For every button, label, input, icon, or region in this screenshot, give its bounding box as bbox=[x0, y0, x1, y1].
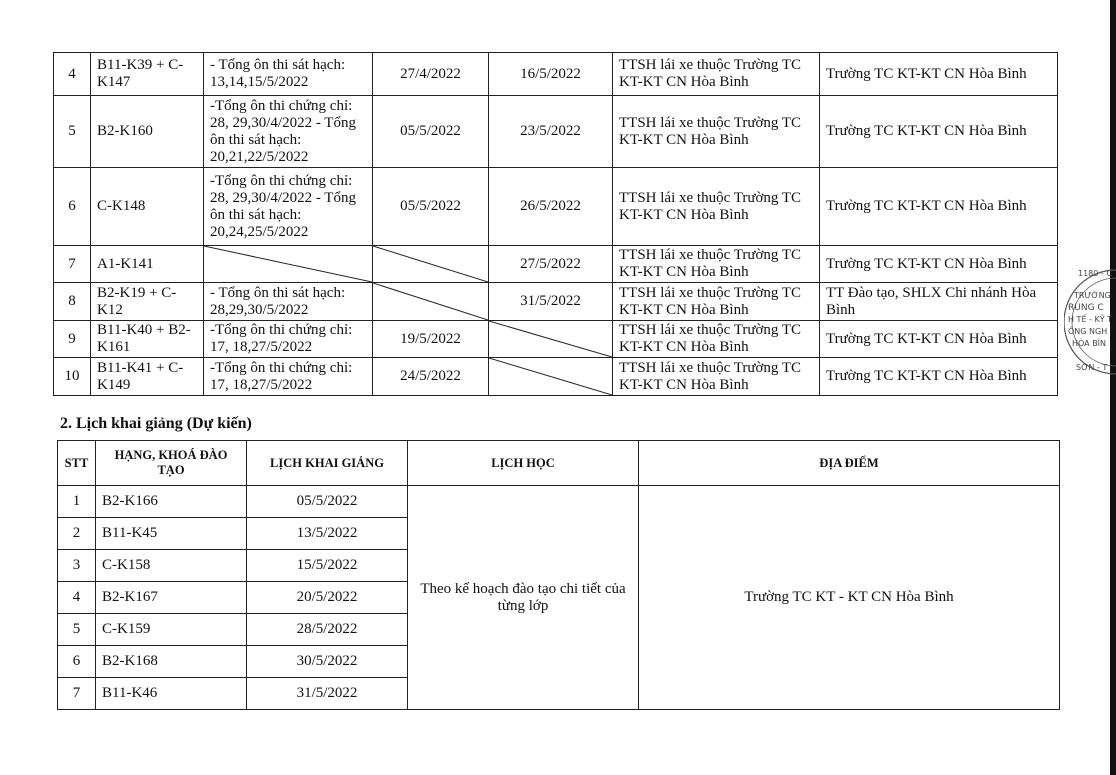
row-license-exam: 27/5/2022 bbox=[489, 246, 613, 283]
row-review-empty bbox=[204, 246, 373, 283]
row-license-exam: 23/5/2022 bbox=[489, 96, 613, 168]
row-stt: 4 bbox=[58, 582, 96, 614]
row-review: - Tổng ôn thi sát hạch: 13,14,15/5/2022 bbox=[204, 53, 373, 96]
place: Trường TC KT - KT CN Hòa Bình bbox=[639, 486, 1060, 710]
row-exam-place: TTSH lái xe thuộc Trường TC KT-KT CN Hòa Bình bbox=[613, 168, 820, 246]
table-row bbox=[54, 321, 1058, 358]
table-header-row bbox=[58, 441, 1060, 486]
row-review: -Tổng ôn thi chứng chỉ: 17, 18,27/5/2022 bbox=[204, 321, 373, 358]
row-training-place: Trường TC KT-KT CN Hòa Bình bbox=[820, 358, 1058, 396]
row-review: -Tổng ôn thi chứng chỉ: 28, 29,30/4/2022 - Tổng ôn thi sát hạch: 20,21,22/5/2022 bbox=[204, 96, 373, 168]
opening-schedule-table bbox=[57, 440, 1060, 710]
svg-text:HÒA BÌN: HÒA BÌN bbox=[1072, 339, 1107, 348]
row-exam-place: TTSH lái xe thuộc Trường TC KT-KT CN Hòa Bình bbox=[613, 53, 820, 96]
row-stt: 3 bbox=[58, 550, 96, 582]
exam-schedule-table bbox=[53, 52, 1058, 396]
svg-text:RUNG C: RUNG C bbox=[1068, 303, 1104, 313]
row-class: B2-K166 bbox=[96, 486, 247, 518]
row-class: B11-K46 bbox=[96, 678, 247, 710]
row-cert-exam: 05/5/2022 bbox=[373, 96, 489, 168]
table-row bbox=[54, 358, 1058, 396]
svg-text:ÔNG NGH: ÔNG NGH bbox=[1068, 327, 1108, 336]
row-stt: 8 bbox=[54, 283, 91, 321]
row-review: -Tổng ôn thi chứng chỉ: 28, 29,30/4/2022 - Tổng ôn thi sát hạch: 20,24,25/5/2022 bbox=[204, 168, 373, 246]
row-opening: 31/5/2022 bbox=[247, 678, 408, 710]
stamp-seal bbox=[1064, 262, 1116, 382]
row-license-exam-empty bbox=[489, 358, 613, 396]
row-opening: 30/5/2022 bbox=[247, 646, 408, 678]
diagonal-slash bbox=[373, 283, 488, 320]
row-cert-exam-empty bbox=[373, 246, 489, 283]
diagonal-slash bbox=[489, 358, 612, 395]
diagonal-slash bbox=[373, 246, 488, 282]
row-class: B2-K160 bbox=[91, 96, 204, 168]
row-class: B11-K41 + C-K149 bbox=[91, 358, 204, 396]
row-license-exam: 26/5/2022 bbox=[489, 168, 613, 246]
row-training-place: Trường TC KT-KT CN Hòa Bình bbox=[820, 321, 1058, 358]
row-cert-exam-empty bbox=[373, 283, 489, 321]
page-edge bbox=[1110, 0, 1116, 775]
row-stt: 7 bbox=[58, 678, 96, 710]
row-class: B2-K168 bbox=[96, 646, 247, 678]
row-training-place: TT Đào tạo, SHLX Chi nhánh Hòa Bình bbox=[820, 283, 1058, 321]
row-license-exam: 31/5/2022 bbox=[489, 283, 613, 321]
row-class: B11-K40 + B2-K161 bbox=[91, 321, 204, 358]
row-exam-place: TTSH lái xe thuộc Trường TC KT-KT CN Hòa Bình bbox=[613, 358, 820, 396]
row-cert-exam: 05/5/2022 bbox=[373, 168, 489, 246]
row-opening: 15/5/2022 bbox=[247, 550, 408, 582]
row-cert-exam: 24/5/2022 bbox=[373, 358, 489, 396]
row-cert-exam: 19/5/2022 bbox=[373, 321, 489, 358]
row-class: C-K159 bbox=[96, 614, 247, 646]
row-class: B11-K45 bbox=[96, 518, 247, 550]
row-stt: 5 bbox=[58, 614, 96, 646]
table-row bbox=[54, 53, 1058, 96]
header-place: ĐỊA ĐIỂM bbox=[639, 441, 1060, 486]
row-training-place: Trường TC KT-KT CN Hòa Bình bbox=[820, 246, 1058, 283]
row-opening: 13/5/2022 bbox=[247, 518, 408, 550]
table-row bbox=[54, 283, 1058, 321]
table-row bbox=[58, 486, 1060, 518]
diagonal-slash bbox=[204, 246, 372, 282]
row-exam-place: TTSH lái xe thuộc Trường TC KT-KT CN Hòa Bình bbox=[613, 96, 820, 168]
row-class: B2-K19 + C-K12 bbox=[91, 283, 204, 321]
row-stt: 2 bbox=[58, 518, 96, 550]
row-class: C-K148 bbox=[91, 168, 204, 246]
school-stamp bbox=[1064, 262, 1116, 382]
section-heading: 2. Lịch khai giảng (Dự kiến) bbox=[60, 415, 252, 432]
table-row bbox=[54, 96, 1058, 168]
row-stt: 4 bbox=[54, 53, 91, 96]
row-class: B11-K39 + C-K147 bbox=[91, 53, 204, 96]
header-opening: LỊCH KHAI GIẢNG bbox=[247, 441, 408, 486]
row-review: - Tổng ôn thi sát hạch: 28,29,30/5/2022 bbox=[204, 283, 373, 321]
study-schedule: Theo kế hoạch đào tạo chi tiết của từng lớp bbox=[408, 486, 639, 710]
row-stt: 6 bbox=[58, 646, 96, 678]
row-stt: 9 bbox=[54, 321, 91, 358]
row-training-place: Trường TC KT-KT CN Hòa Bình bbox=[820, 168, 1058, 246]
row-stt: 10 bbox=[54, 358, 91, 396]
row-opening: 20/5/2022 bbox=[247, 582, 408, 614]
svg-text:H TẾ - KỸ T: H TẾ - KỸ T bbox=[1068, 315, 1113, 324]
row-class: C-K158 bbox=[96, 550, 247, 582]
row-opening: 28/5/2022 bbox=[247, 614, 408, 646]
svg-text:TRƯỜNG: TRƯỜNG bbox=[1074, 291, 1111, 300]
row-opening: 05/5/2022 bbox=[247, 486, 408, 518]
row-stt: 1 bbox=[58, 486, 96, 518]
diagonal-slash bbox=[489, 321, 612, 357]
header-class: HẠNG, KHOÁ ĐÀO TẠO bbox=[96, 441, 247, 486]
row-class: B2-K167 bbox=[96, 582, 247, 614]
row-stt: 5 bbox=[54, 96, 91, 168]
row-stt: 7 bbox=[54, 246, 91, 283]
row-license-exam-empty bbox=[489, 321, 613, 358]
row-cert-exam: 27/4/2022 bbox=[373, 53, 489, 96]
header-study: LỊCH HỌC bbox=[408, 441, 639, 486]
header-stt: STT bbox=[58, 441, 96, 486]
svg-text:1180 - C: 1180 - C bbox=[1078, 269, 1112, 278]
row-training-place: Trường TC KT-KT CN Hòa Bình bbox=[820, 96, 1058, 168]
row-license-exam: 16/5/2022 bbox=[489, 53, 613, 96]
row-review: -Tổng ôn thi chứng chỉ: 17, 18,27/5/2022 bbox=[204, 358, 373, 396]
row-training-place: Trường TC KT-KT CN Hòa Bình bbox=[820, 53, 1058, 96]
table-row bbox=[54, 246, 1058, 283]
row-stt: 6 bbox=[54, 168, 91, 246]
row-exam-place: TTSH lái xe thuộc Trường TC KT-KT CN Hòa Bình bbox=[613, 321, 820, 358]
row-class: A1-K141 bbox=[91, 246, 204, 283]
table-row bbox=[54, 168, 1058, 246]
svg-text:SƠN - T: SƠN - T bbox=[1076, 363, 1108, 372]
row-exam-place: TTSH lái xe thuộc Trường TC KT-KT CN Hòa Bình bbox=[613, 246, 820, 283]
row-exam-place: TTSH lái xe thuộc Trường TC KT-KT CN Hòa Bình bbox=[613, 283, 820, 321]
